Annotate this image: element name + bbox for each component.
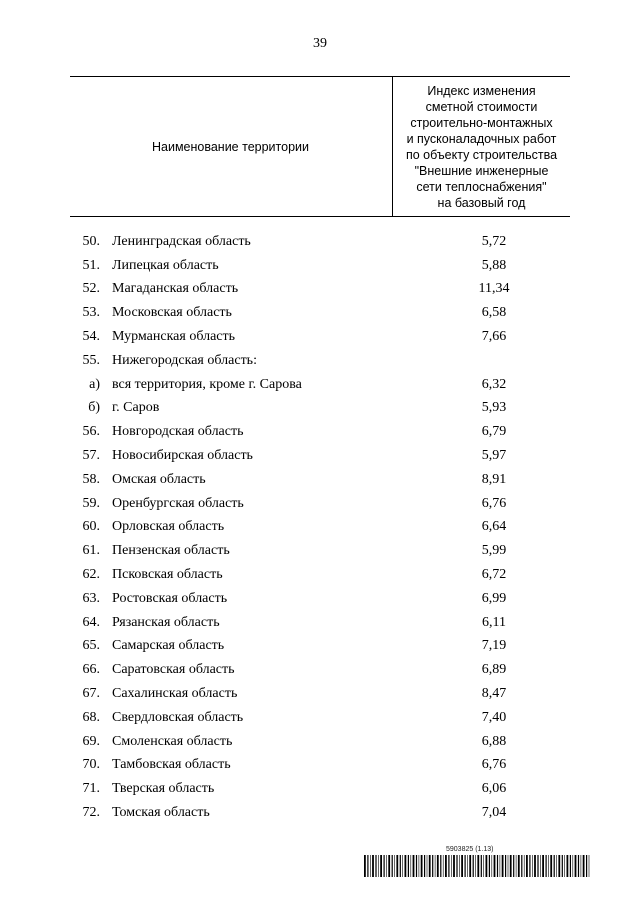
territory-name: Московская область — [112, 305, 232, 321]
header-territory-name: Наименование территории — [151, 139, 309, 154]
barcode-bar — [529, 855, 530, 877]
barcode-bar — [556, 855, 557, 877]
barcode-bar — [465, 855, 466, 877]
barcode-bar — [473, 855, 474, 877]
barcode-bar — [554, 855, 555, 877]
barcode-bar — [451, 855, 452, 877]
table-row — [70, 325, 570, 349]
row-number: 66. — [82, 662, 100, 678]
table-row — [70, 539, 570, 563]
index-value: 7,66 — [481, 329, 507, 345]
barcode-bar — [573, 855, 574, 877]
barcode-bar — [396, 855, 398, 877]
table-row — [70, 230, 570, 254]
barcode-bar — [432, 855, 433, 877]
table-row — [70, 730, 570, 754]
territory-name: Новгородская область — [112, 424, 244, 440]
barcode-bar — [416, 855, 417, 877]
barcode-bar — [453, 855, 455, 877]
barcode-bar — [562, 855, 563, 877]
barcode-bar — [380, 855, 382, 877]
barcode-bar — [424, 855, 425, 877]
barcode-bar — [521, 855, 522, 877]
barcode-bar — [550, 855, 552, 877]
territory-name: Ленинградская область — [112, 233, 251, 249]
row-number: 61. — [82, 543, 100, 559]
index-value: 7,40 — [481, 709, 507, 725]
index-value: 6,32 — [481, 376, 507, 392]
table-header — [70, 76, 570, 217]
territory-name: Саратовская область — [112, 662, 235, 678]
territory-name: Новосибирская область — [112, 448, 253, 464]
barcode-bar — [570, 855, 571, 877]
territory-name: г. Саров — [112, 400, 160, 416]
index-value: 5,72 — [481, 233, 507, 249]
barcode-bar — [367, 855, 368, 877]
barcode-bar — [578, 855, 579, 877]
barcode-bar — [510, 855, 512, 877]
barcode-bar — [445, 855, 447, 877]
row-number: 72. — [82, 805, 100, 821]
table-row — [70, 254, 570, 278]
table-row — [70, 682, 570, 706]
row-number: 57. — [82, 448, 100, 464]
barcode-bar — [411, 855, 412, 877]
barcode-bar — [448, 855, 449, 877]
barcode-bar — [540, 855, 541, 877]
row-number: 62. — [82, 567, 100, 583]
barcode-bar — [419, 855, 420, 877]
index-value: 5,93 — [481, 400, 507, 416]
barcode-bar — [467, 855, 468, 877]
table-row — [70, 777, 570, 801]
row-number: а) — [89, 376, 100, 392]
index-value: 8,47 — [481, 686, 507, 702]
table-row — [70, 468, 570, 492]
document-code: 5903825 (1.13) — [446, 846, 494, 853]
table-row — [70, 301, 570, 325]
territory-name: Рязанская область — [112, 614, 220, 630]
territory-name: вся территория, кроме г. Сарова — [112, 376, 302, 392]
territory-name: Пензенская область — [112, 543, 230, 559]
barcode-bar — [388, 855, 390, 877]
barcode-bar — [375, 855, 376, 877]
row-number: б) — [88, 400, 100, 416]
row-number: 51. — [82, 257, 100, 273]
row-number: 68. — [82, 709, 100, 725]
territory-name: Нижегородская область: — [112, 352, 257, 368]
row-number: 71. — [82, 781, 100, 797]
row-number: 60. — [82, 519, 100, 535]
row-number: 65. — [82, 638, 100, 654]
barcode-bar — [516, 855, 517, 877]
index-value: 7,04 — [481, 805, 507, 821]
barcode-bar — [586, 855, 587, 877]
barcode-bar — [435, 855, 436, 877]
index-value: 6,79 — [481, 424, 507, 440]
barcode-bar — [364, 855, 366, 877]
barcode-bar — [429, 855, 431, 877]
table-row — [70, 444, 570, 468]
table-row — [70, 801, 570, 825]
index-value: 6,58 — [481, 305, 507, 321]
table-row — [70, 349, 570, 373]
barcode-bar — [526, 855, 528, 877]
row-number: 69. — [82, 733, 100, 749]
barcode-bar — [502, 855, 504, 877]
index-value: 8,91 — [481, 471, 507, 487]
row-number: 58. — [82, 471, 100, 487]
row-number: 52. — [82, 281, 100, 297]
territory-name: Самарская область — [112, 638, 225, 654]
page-number: 39 — [313, 36, 327, 51]
territory-name: Псковская область — [112, 567, 223, 583]
row-number: 70. — [82, 757, 100, 773]
barcode-bar — [408, 855, 409, 877]
territory-name: Оренбургская область — [112, 495, 244, 511]
barcode-bar — [494, 855, 496, 877]
barcode-bar — [481, 855, 482, 877]
territory-name: Свердловская область — [112, 709, 244, 725]
index-value: 5,88 — [481, 257, 507, 273]
barcode-bar — [400, 855, 401, 877]
barcode-bar — [386, 855, 387, 877]
territory-name: Магаданская область — [112, 281, 239, 297]
barcode-bar — [477, 855, 479, 877]
table-row — [70, 611, 570, 635]
barcode-bar — [505, 855, 506, 877]
barcode-bar — [581, 855, 582, 877]
table-row — [70, 587, 570, 611]
index-value: 6,76 — [481, 495, 507, 511]
index-value: 6,06 — [481, 781, 507, 797]
barcode — [364, 855, 590, 877]
index-value: 5,97 — [481, 448, 507, 464]
territory-name: Смоленская область — [112, 733, 233, 749]
barcode-bar — [532, 855, 533, 877]
barcode-bar — [370, 855, 371, 877]
table-row — [70, 278, 570, 302]
index-value: 6,76 — [481, 757, 507, 773]
barcode-bar — [443, 855, 444, 877]
table-row — [70, 563, 570, 587]
barcode-bar — [483, 855, 484, 877]
barcode-bar — [497, 855, 498, 877]
index-value: 6,72 — [481, 567, 507, 583]
barcode-bar — [421, 855, 423, 877]
barcode-bar — [459, 855, 460, 877]
barcode-bar — [589, 855, 590, 877]
barcode-bar — [486, 855, 488, 877]
barcode-bar — [546, 855, 547, 877]
index-value: 6,89 — [481, 662, 507, 678]
barcode-bar — [440, 855, 441, 877]
row-number: 59. — [82, 495, 100, 511]
barcode-bar — [461, 855, 463, 877]
territory-name: Томская область — [112, 805, 210, 821]
barcode-bar — [524, 855, 525, 877]
index-value: 6,11 — [482, 614, 506, 630]
row-number: 54. — [82, 329, 100, 345]
barcode-bar — [548, 855, 549, 877]
header-cost-index: Индекс изменения сметной стоимости строительно-монтажных и пусконаладочных работ по объекту строительства "Внешние инженерные сети теплоснабжения" на базовый год — [392, 77, 570, 216]
index-value: 6,88 — [481, 733, 507, 749]
table-row — [70, 635, 570, 659]
barcode-bar — [394, 855, 395, 877]
table-row — [70, 706, 570, 730]
territory-name: Тверская область — [112, 781, 215, 797]
territory-name: Ростовская область — [112, 590, 228, 606]
barcode-bar — [567, 855, 569, 877]
row-number: 53. — [82, 305, 100, 321]
index-value: 6,64 — [481, 519, 507, 535]
row-number: 63. — [82, 590, 100, 606]
barcode-bar — [542, 855, 544, 877]
territory-name: Омская область — [112, 471, 206, 487]
territory-name: Липецкая область — [112, 257, 219, 273]
barcode-bar — [475, 855, 476, 877]
barcode-bar — [583, 855, 585, 877]
barcode-bar — [513, 855, 514, 877]
barcode-bar — [537, 855, 538, 877]
barcode-bar — [489, 855, 490, 877]
table-row — [70, 397, 570, 421]
index-value: 6,99 — [481, 590, 507, 606]
barcode-bar — [437, 855, 439, 877]
barcode-bar — [378, 855, 379, 877]
table-body — [70, 230, 570, 825]
territory-name: Тамбовская область — [112, 757, 231, 773]
index-value: 7,19 — [481, 638, 507, 654]
row-number: 64. — [82, 614, 100, 630]
barcode-bar — [575, 855, 577, 877]
index-value: 5,99 — [481, 543, 507, 559]
index-value: 11,34 — [478, 281, 510, 297]
territory-name: Мурманская область — [112, 329, 236, 345]
table-row — [70, 492, 570, 516]
barcode-bar — [372, 855, 374, 877]
barcode-bar — [558, 855, 560, 877]
table-row — [70, 420, 570, 444]
row-number: 67. — [82, 686, 100, 702]
row-number: 56. — [82, 424, 100, 440]
row-number: 55. — [82, 352, 100, 368]
barcode-bar — [427, 855, 428, 877]
barcode-bar — [469, 855, 471, 877]
barcode-bar — [413, 855, 415, 877]
barcode-bar — [492, 855, 493, 877]
barcode-bar — [402, 855, 403, 877]
barcode-bar — [405, 855, 407, 877]
barcode-bar — [456, 855, 457, 877]
barcode-bar — [384, 855, 385, 877]
table-row — [70, 658, 570, 682]
barcode-bar — [500, 855, 501, 877]
table-row — [70, 754, 570, 778]
row-number: 50. — [82, 233, 100, 249]
barcode-bar — [392, 855, 393, 877]
territory-name: Орловская область — [112, 519, 225, 535]
barcode-bar — [564, 855, 565, 877]
barcode-bar — [518, 855, 520, 877]
table-row — [70, 373, 570, 397]
barcode-bar — [534, 855, 536, 877]
barcode-bar — [508, 855, 509, 877]
territory-name: Сахалинская область — [112, 686, 238, 702]
table-row — [70, 516, 570, 540]
